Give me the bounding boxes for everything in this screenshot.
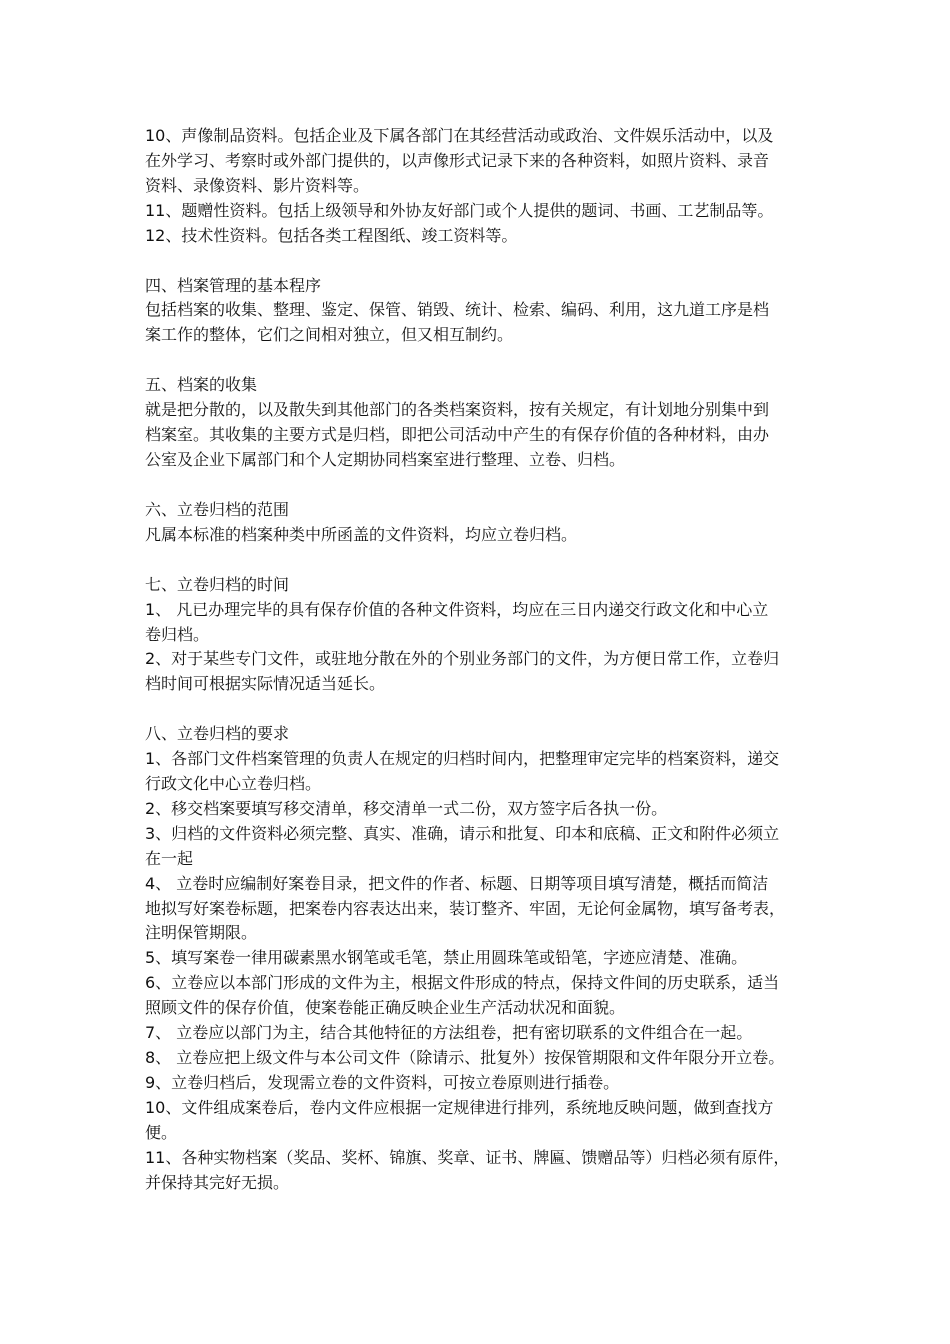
text-line: 12、技术性资料。包括各类工程图纸、竣工资料等。 — [145, 225, 518, 245]
section-8-heading — [145, 722, 813, 747]
paragraph-spacer — [145, 473, 813, 498]
text-line: 照顾文件的保存价值，使案卷能正确反映企业生产活动状况和面貌。 — [145, 998, 626, 1018]
text-line: 2、移交档案要填写移交清单，移交清单一式二份，双方签字后各执一份。 — [145, 798, 668, 818]
section-8-item-4 — [145, 872, 813, 947]
section-8-item-8 — [145, 1046, 813, 1071]
text-line: 资料、录像资料、影片资料等。 — [145, 175, 370, 195]
text-line: 五、档案的收集 — [145, 375, 258, 395]
section-7-heading — [145, 573, 813, 598]
text-line: 1、各部门文件档案管理的负责人在规定的归档时间内，把整理审定完毕的档案资料，递交 — [145, 749, 780, 769]
text-line: 便。 — [145, 1122, 178, 1142]
item-10-audiovisual — [145, 124, 813, 199]
section-8-item-2 — [145, 797, 813, 822]
section-8-item-5 — [145, 946, 813, 971]
text-line: 就是把分散的，以及散失到其他部门的各类档案资料，按有关规定，有计划地分别集中到 — [145, 400, 770, 420]
section-8-item-3 — [145, 822, 813, 872]
text-line: 七、立卷归档的时间 — [145, 574, 290, 594]
text-line: 包括档案的收集、整理、鉴定、保管、销毁、统计、检索、编码、利用，这九道工序是档 — [145, 300, 770, 320]
section-8-item-6 — [145, 971, 813, 1021]
section-6-body — [145, 523, 813, 548]
text-line: 10、声像制品资料。包括企业及下属各部门在其经营活动或政治、文件娱乐活动中，以及 — [145, 126, 774, 145]
section-8-item-9 — [145, 1071, 813, 1096]
text-line: 7、 立卷应以部门为主，结合其他特征的方法组卷，把有密切联系的文件组合在一起。 — [145, 1023, 753, 1043]
section-8-item-10 — [145, 1096, 813, 1146]
text-line: 卷归档。 — [145, 624, 210, 644]
text-line: 注明保管期限。 — [145, 923, 258, 943]
paragraph-spacer — [145, 548, 813, 573]
section-4-heading — [145, 274, 813, 299]
text-line: 档案室。其收集的主要方式是归档，即把公司活动中产生的有保存价值的各种材料，由办 — [145, 425, 770, 445]
text-line: 四、档案管理的基本程序 — [145, 275, 322, 295]
text-line: 案工作的整体，它们之间相对独立，但又相互制约。 — [145, 325, 514, 345]
text-line: 9、立卷归档后，发现需立卷的文件资料，可按立卷原则进行插卷。 — [145, 1072, 620, 1092]
text-line: 3、归档的文件资料必须完整、真实、准确，请示和批复、印本和底稿、正文和附件必须立 — [145, 823, 780, 843]
text-line: 并保持其完好无损。 — [145, 1172, 290, 1192]
section-5-heading — [145, 373, 813, 398]
text-line: 在一起 — [145, 848, 194, 868]
text-line: 六、立卷归档的范围 — [145, 499, 290, 519]
text-line: 4、 立卷时应编制好案卷目录，把文件的作者、标题、日期等项目填写清楚，概括而简洁 — [145, 873, 769, 893]
text-line: 1、 凡已办理完毕的具有保存价值的各种文件资料，均应在三日内递交行政文化和中心立 — [145, 599, 769, 619]
section-7-item-2 — [145, 647, 813, 697]
text-line: 8、 立卷应把上级文件与本公司文件（除请示、批复外）按保管期限和文件年限分开立卷。 — [145, 1048, 785, 1067]
text-line: 行政文化中心立卷归档。 — [145, 774, 322, 794]
text-line: 6、立卷应以本部门形成的文件为主，根据文件形成的特点，保持文件间的历史联系，适当 — [145, 973, 780, 993]
text-line: 2、对于某些专门文件，或驻地分散在外的个别业务部门的文件，为方便日常工作，立卷归 — [145, 649, 780, 669]
text-line: 档时间可根据实际情况适当延长。 — [145, 674, 386, 694]
text-line: 地拟写好案卷标题，把案卷内容表达出来，装订整齐、牢固，无论何金属物，填写备考表， — [145, 898, 786, 918]
text-line: 公室及企业下属部门和个人定期协同档案室进行整理、立卷、归档。 — [145, 449, 626, 469]
text-line: 5、填写案卷一律用碳素黑水钢笔或毛笔，禁止用圆珠笔或铅笔，字迹应清楚、准确。 — [145, 948, 748, 968]
text-line: 10、文件组成案卷后，卷内文件应根据一定规律进行排列，系统地反映问题，做到查找方 — [145, 1097, 774, 1117]
section-6-heading — [145, 498, 813, 523]
section-8-item-1 — [145, 747, 813, 797]
section-5-body — [145, 398, 813, 473]
text-line: 八、立卷归档的要求 — [145, 724, 290, 744]
text-line: 凡属本标准的档案种类中所函盖的文件资料，均应立卷归档。 — [145, 524, 578, 544]
text-line: 在外学习、考察时或外部门提供的，以声像形式记录下来的各种资料，如照片资料、录音 — [145, 150, 770, 170]
section-7-item-1 — [145, 598, 813, 648]
text-line: 11、题赠性资料。包括上级领导和外协友好部门或个人提供的题词、书画、工艺制品等。 — [145, 200, 774, 220]
text-line: 11、各种实物档案（奖品、奖杯、锦旗、奖章、证书、牌匾、馈赠品等）归档必须有原件， — [145, 1147, 790, 1167]
item-12-technical — [145, 224, 813, 249]
paragraph-spacer — [145, 249, 813, 274]
section-4-body — [145, 298, 813, 348]
item-11-inscription — [145, 199, 813, 224]
paragraph-spacer — [145, 348, 813, 373]
section-8-item-7 — [145, 1021, 813, 1046]
document-page — [145, 124, 813, 1195]
section-8-item-11 — [145, 1146, 813, 1196]
paragraph-spacer — [145, 697, 813, 722]
